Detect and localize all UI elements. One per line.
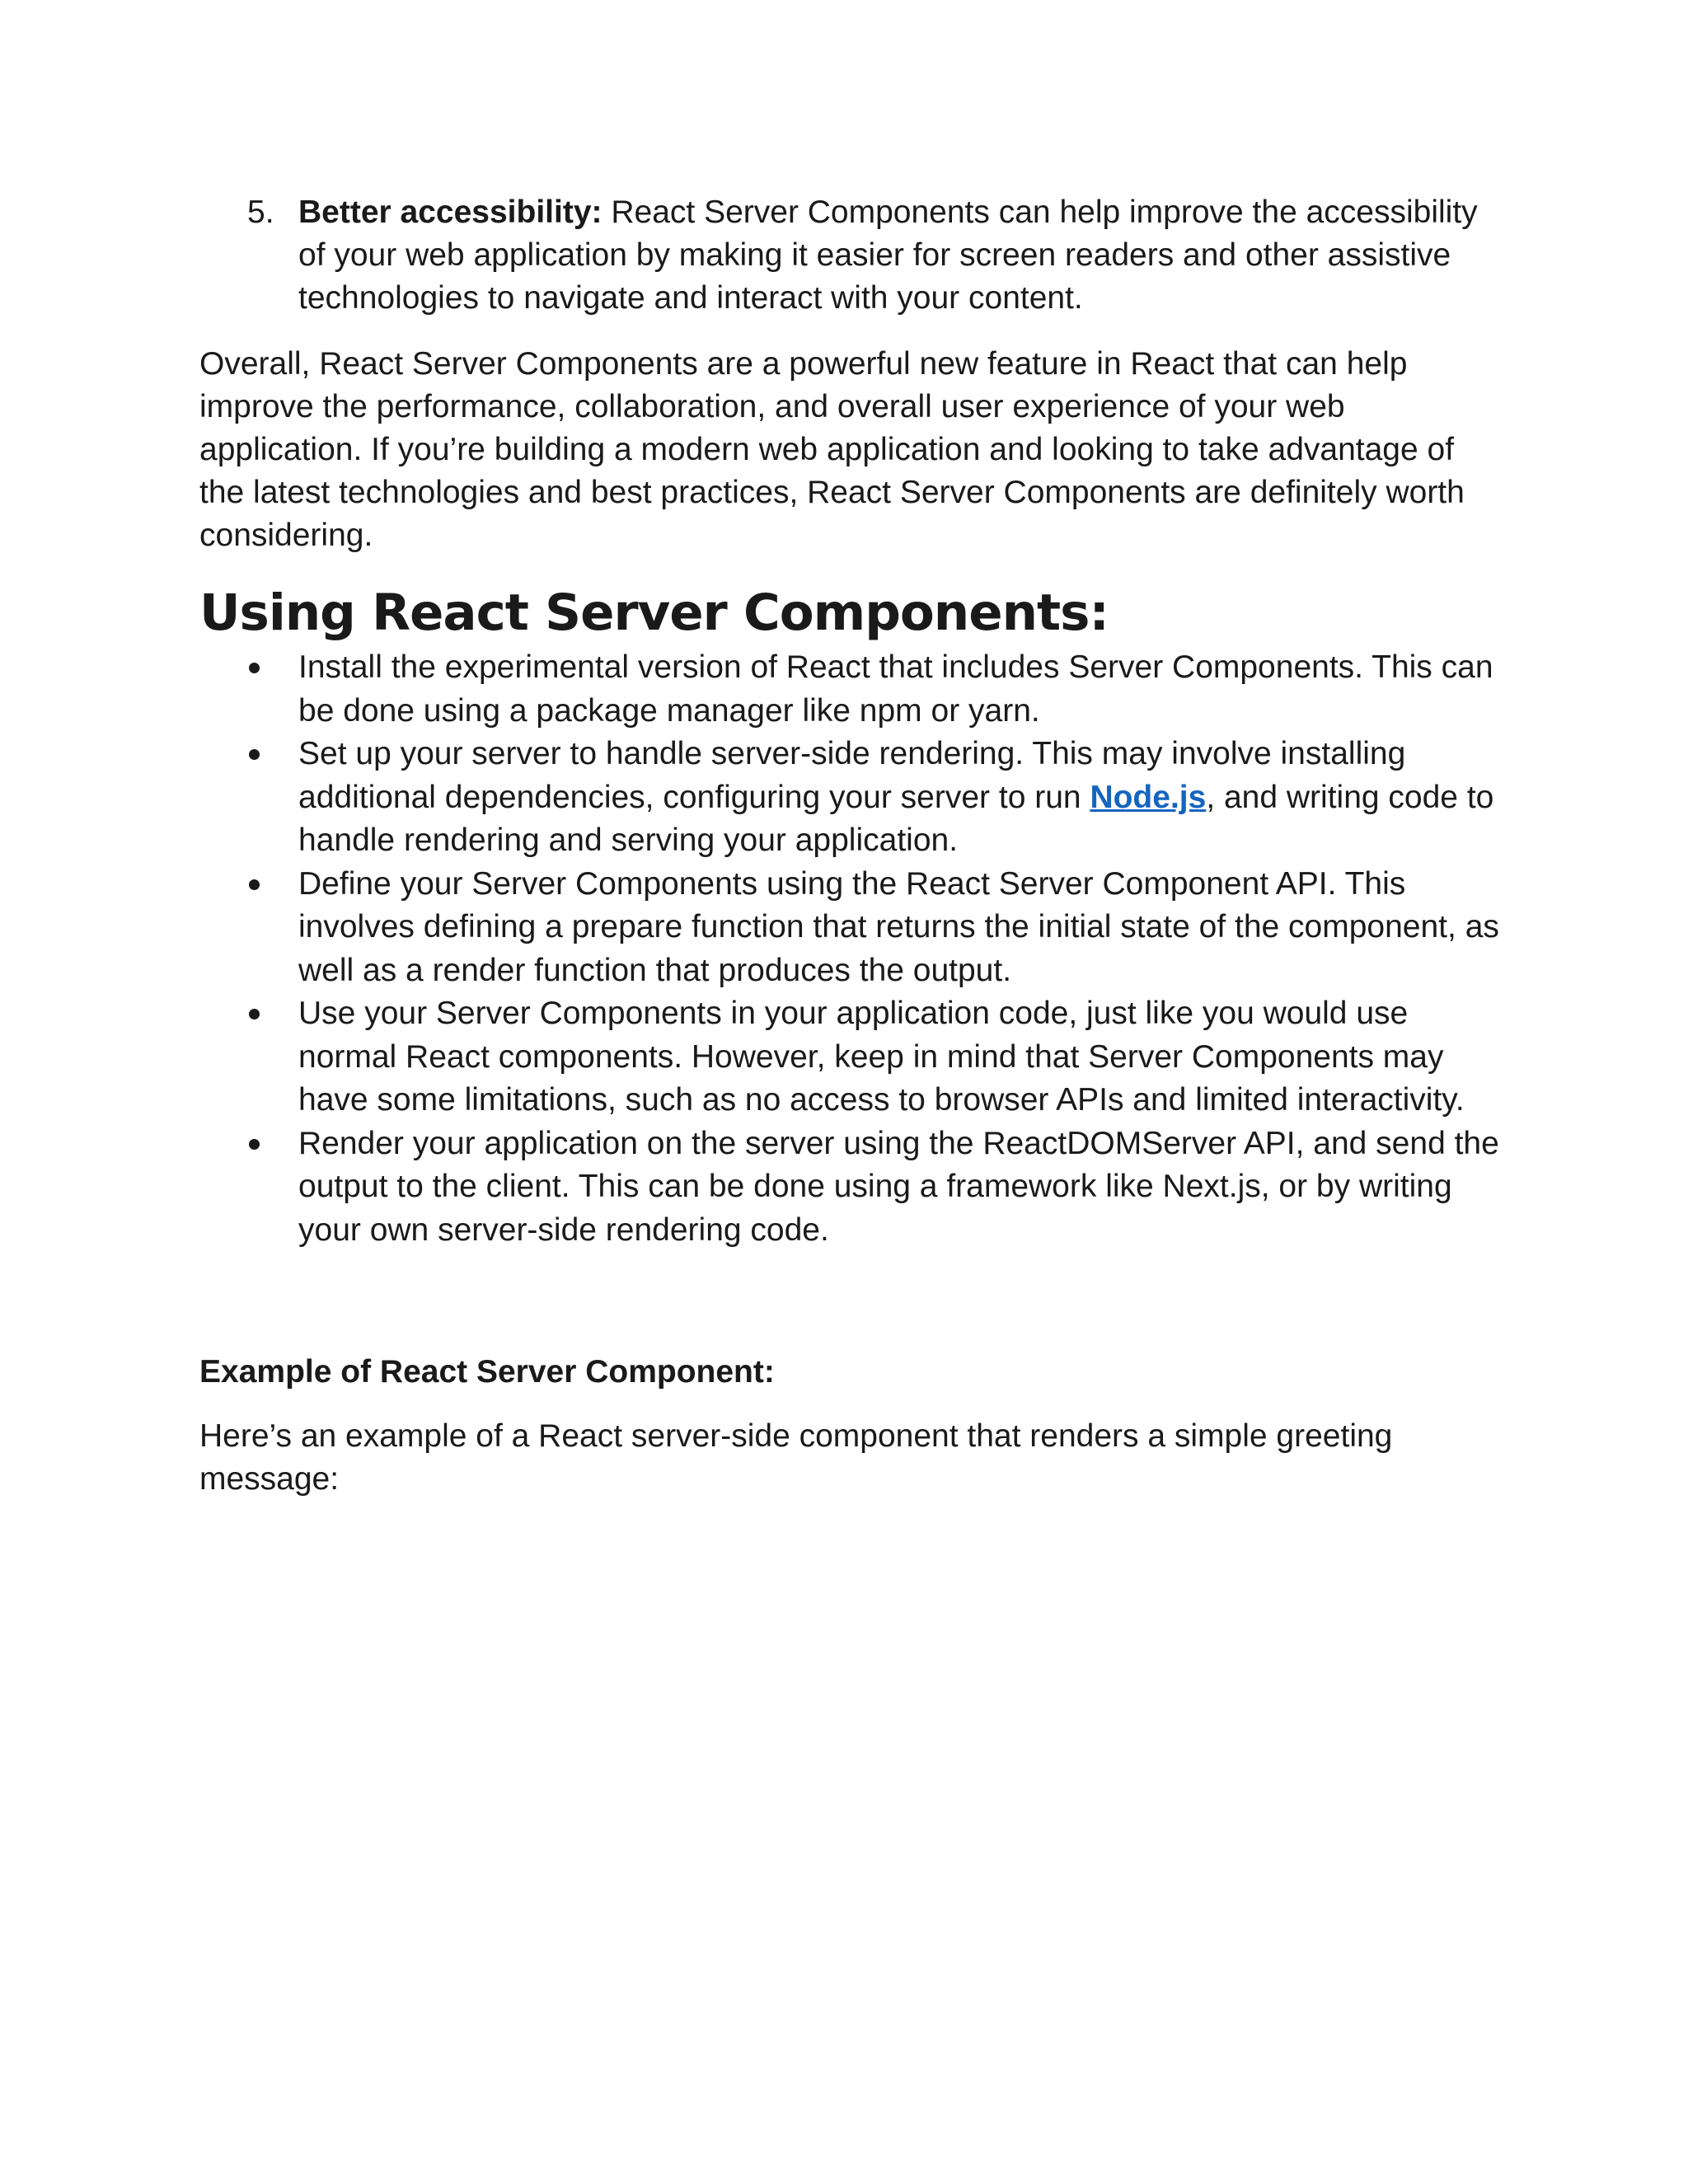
list-item <box>199 863 1502 993</box>
example-heading: Example of React Server Component: <box>199 1354 775 1390</box>
section-heading: Using React Server Components: <box>199 583 1109 642</box>
item-lead: Better accessibility: <box>298 194 603 230</box>
numbered-item-5 <box>199 191 1502 320</box>
item-text: React Server Components can help improve the accessibility of your web application by making it easier for screen readers and other assistive technologies to navigate and interact with your content. <box>298 194 1478 316</box>
bullet-icon <box>249 749 260 760</box>
bullet-icon <box>249 663 260 673</box>
bullet-list <box>199 646 1502 1252</box>
list-item <box>199 646 1502 733</box>
list-item-text: Install the experimental version of React that includes Server Components. This can be done using a package manager like npm or yarn. <box>298 649 1493 729</box>
list-item-text: Render your application on the server using the ReactDOMServer API, and send the output to the client. This can be done using a framework like Next.js, or by writing your own server-side rendering code. <box>298 1125 1499 1248</box>
nodejs-link[interactable]: Node.js <box>1090 779 1207 815</box>
bullet-icon <box>249 1009 260 1019</box>
bullet-icon <box>249 879 260 890</box>
list-item <box>199 992 1502 1122</box>
list-item <box>199 1122 1502 1253</box>
list-item-text: Use your Server Components in your application code, just like you would use normal React components. However, keep in mind that Server Components may have some limitations, such as no access to browser APIs and limited interactivity. <box>298 996 1465 1118</box>
list-item-text-before: Set up your server to handle server-side rendering. This may involve installing additional dependencies, configuring your server to run <box>298 736 1406 815</box>
example-paragraph: Here’s an example of a React server-side component that renders a simple greeting message: <box>199 1418 1393 1497</box>
item-number: 5. <box>247 194 274 230</box>
list-item-text: Define your Server Components using the React Server Component API. This involves defining a prepare function that returns the initial state of the component, as well as a render function that produces the output. <box>298 865 1499 988</box>
overall-paragraph: Overall, React Server Components are a powerful new feature in React that can help improve the performance, collaboration, and overall user experience of your web application. If you’re building a modern web application and looking to take advantage of the latest technologies and best practices, React Server Components are definitely worth considering. <box>199 346 1465 553</box>
list-item <box>199 733 1502 863</box>
document-page <box>199 191 1502 1501</box>
bullet-icon <box>249 1139 260 1150</box>
list-item-text-after: , and writing code to handle rendering and serving your application. <box>298 779 1494 858</box>
